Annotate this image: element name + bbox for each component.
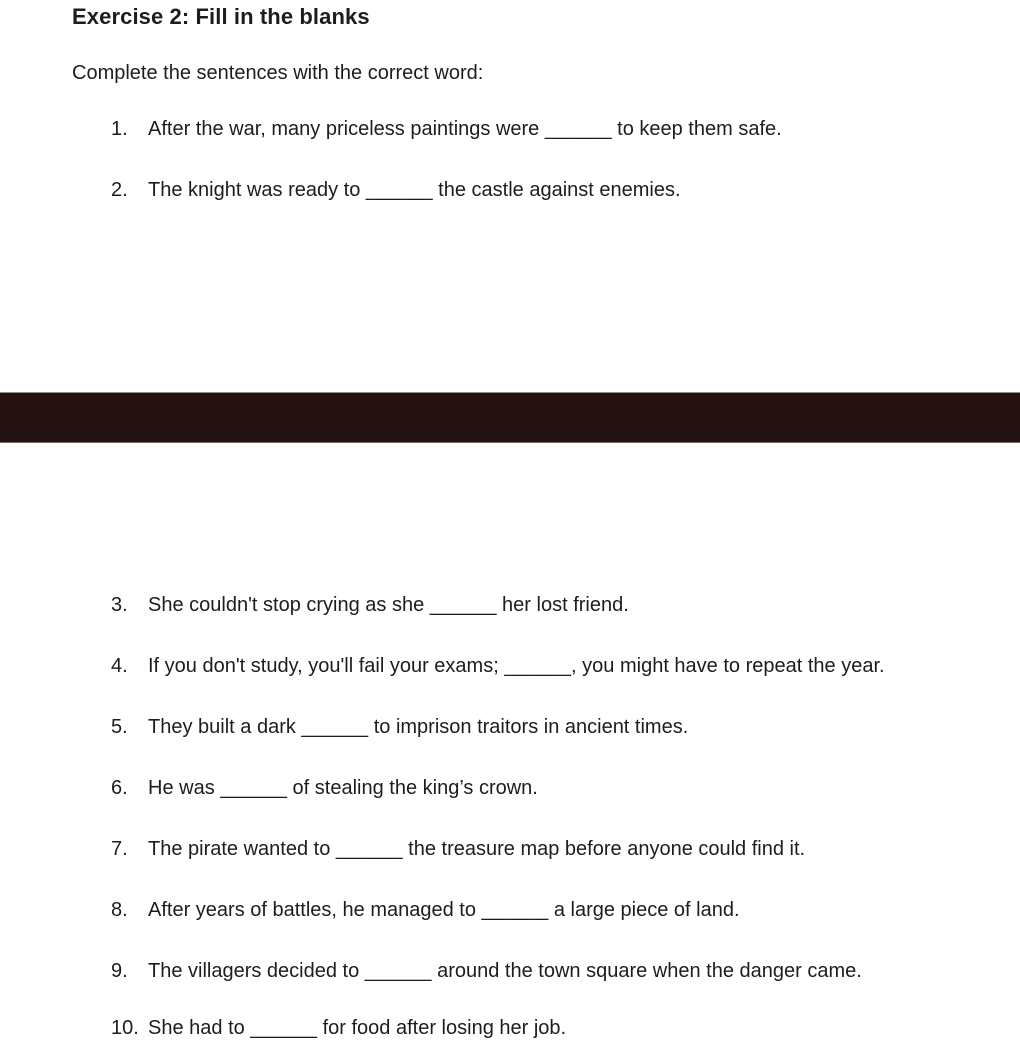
item-number: 6. bbox=[111, 777, 128, 799]
item-number: 4. bbox=[111, 655, 128, 677]
item-sentence: She had to ______ for food after losing her job. bbox=[148, 1017, 567, 1039]
item-sentence: The knight was ready to ______ the castle against enemies. bbox=[148, 179, 681, 201]
item-number: 8. bbox=[111, 899, 128, 921]
item-sentence: She couldn't stop crying as she ______ her lost friend. bbox=[148, 594, 629, 616]
exercise-item-3 bbox=[111, 594, 629, 617]
exercise-item-5 bbox=[111, 716, 688, 739]
exercise-item-4 bbox=[111, 655, 885, 678]
exercise-item-2 bbox=[111, 179, 681, 202]
item-number: 2. bbox=[111, 179, 128, 201]
item-number: 1. bbox=[111, 118, 128, 140]
item-number: 5. bbox=[111, 716, 128, 738]
item-sentence: They built a dark ______ to imprison traitors in ancient times. bbox=[148, 716, 689, 738]
item-sentence: The pirate wanted to ______ the treasure map before anyone could find it. bbox=[148, 838, 806, 860]
exercise-title: Exercise 2: Fill in the blanks bbox=[72, 4, 370, 29]
item-number: 10. bbox=[111, 1017, 139, 1039]
item-number: 3. bbox=[111, 594, 128, 616]
exercise-item-6 bbox=[111, 777, 538, 800]
item-sentence: He was ______ of stealing the king’s crown. bbox=[148, 777, 538, 799]
item-sentence: If you don't study, you'll fail your exams; ______, you might have to repeat the year. bbox=[148, 655, 885, 677]
exercise-item-8 bbox=[111, 899, 740, 922]
item-sentence: After years of battles, he managed to ______ a large piece of land. bbox=[148, 899, 740, 921]
instruction-text: Complete the sentences with the correct word: bbox=[72, 62, 484, 84]
exercise-item-10 bbox=[111, 1017, 566, 1040]
exercise-item-9 bbox=[111, 960, 862, 983]
item-sentence: The villagers decided to ______ around the town square when the danger came. bbox=[148, 960, 862, 982]
item-sentence: After the war, many priceless paintings were ______ to keep them safe. bbox=[148, 118, 782, 140]
item-number: 7. bbox=[111, 838, 128, 860]
redaction-bar bbox=[0, 392, 1020, 443]
exercise-item-7 bbox=[111, 838, 805, 861]
item-number: 9. bbox=[111, 960, 128, 982]
exercise-item-1 bbox=[111, 118, 782, 141]
